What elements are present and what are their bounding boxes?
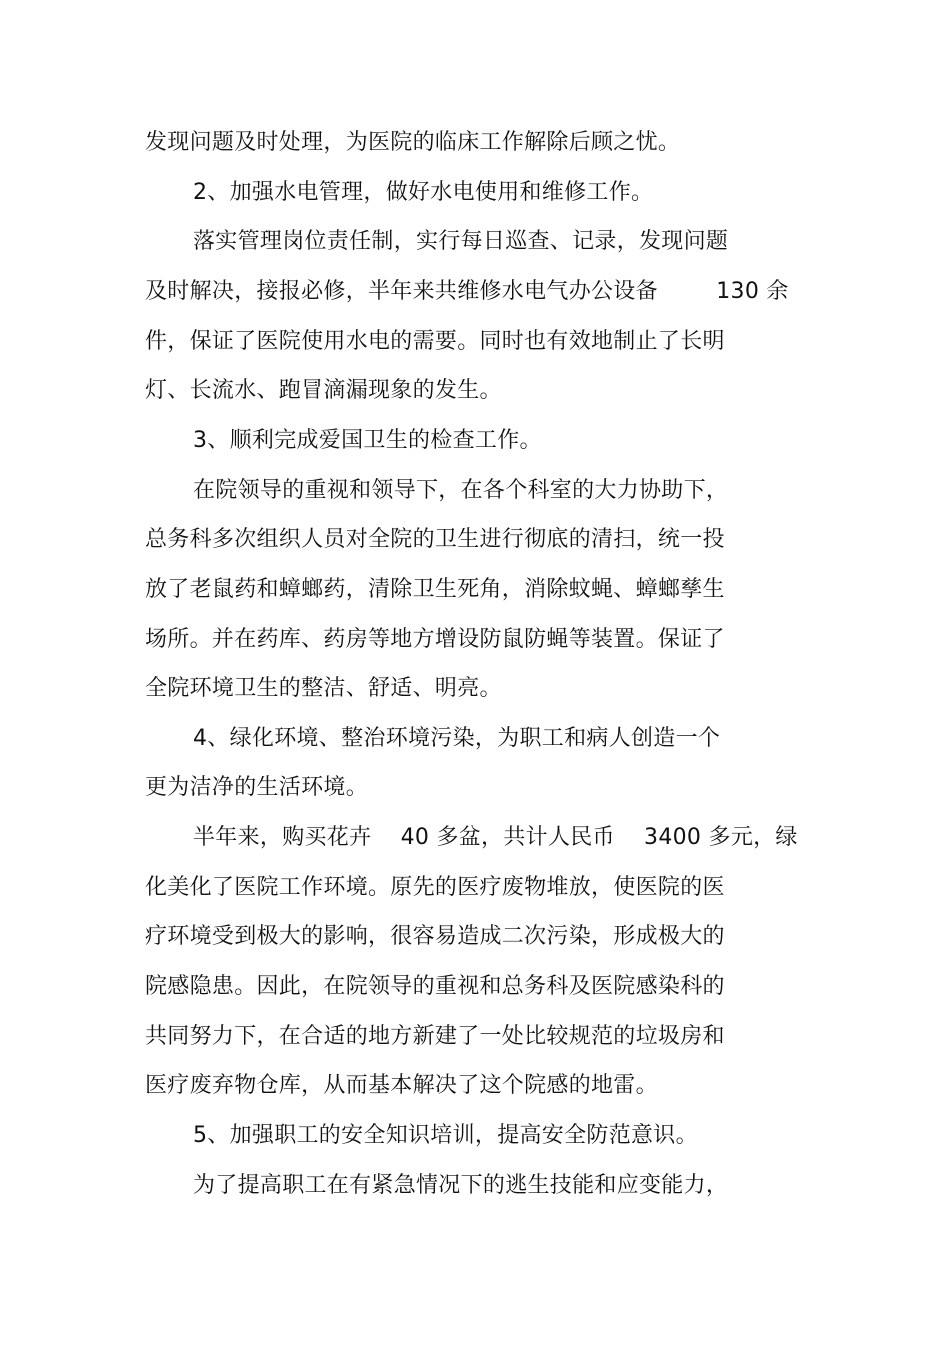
text-line: 发现问题及时处理，为医院的临床工作解除后顾之忧。 [145,130,681,155]
text-line: 在院领导的重视和领导下，在各个科室的大力协助下， [193,478,729,503]
text-line: 院感隐患。因此，在院领导的重视和总务科及医院感染科的 [145,974,725,999]
text-line: 半年来，购买花卉 40 多盆，共计人民币 3400 多元，绿 [193,825,798,850]
section-heading: 4、绿化环境、整治环境污染，为职工和病人创造一个 [193,726,721,751]
text-line: 落实管理岗位责任制，实行每日巡查、记录，发现问题 [193,229,729,254]
text-line: 灯、长流水、跑冒滴漏现象的发生。 [145,378,502,403]
section-heading: 3、顺利完成爱国卫生的检查工作。 [193,428,542,453]
text-line: 共同努力下，在合适的地方新建了一处比较规范的垃圾房和 [145,1024,725,1049]
text-line: 件，保证了医院使用水电的需要。同时也有效地制止了长明 [145,329,725,354]
text-line: 及时解决，接报必修，半年来共维修水电气办公设备 130 余 [145,279,789,304]
section-heading-continued: 更为洁净的生活环境。 [145,775,369,800]
text-line: 医疗废弃物仓库，从而基本解决了这个院感的地雷。 [145,1073,658,1098]
text-line: 疗环境受到极大的影响，很容易造成二次污染，形成极大的 [145,924,725,949]
text-line: 化美化了医院工作环境。原先的医疗废物堆放，使医院的医 [145,875,725,900]
text-line: 场所。并在药库、药房等地方增设防鼠防蝇等装置。保证了 [145,627,725,652]
text-line: 放了老鼠药和蟑螂药，清除卫生死角，消除蚊蝇、蟑螂孳生 [145,577,725,602]
section-heading: 5、加强职工的安全知识培训，提高安全防范意识。 [193,1123,698,1148]
text-line: 全院环境卫生的整洁、舒适、明亮。 [145,676,502,701]
text-line: 为了提高职工在有紧急情况下的逃生技能和应变能力， [193,1173,729,1198]
section-heading: 2、加强水电管理，做好水电使用和维修工作。 [193,180,654,205]
text-line: 总务科多次组织人员对全院的卫生进行彻底的清扫，统一投 [145,527,725,552]
